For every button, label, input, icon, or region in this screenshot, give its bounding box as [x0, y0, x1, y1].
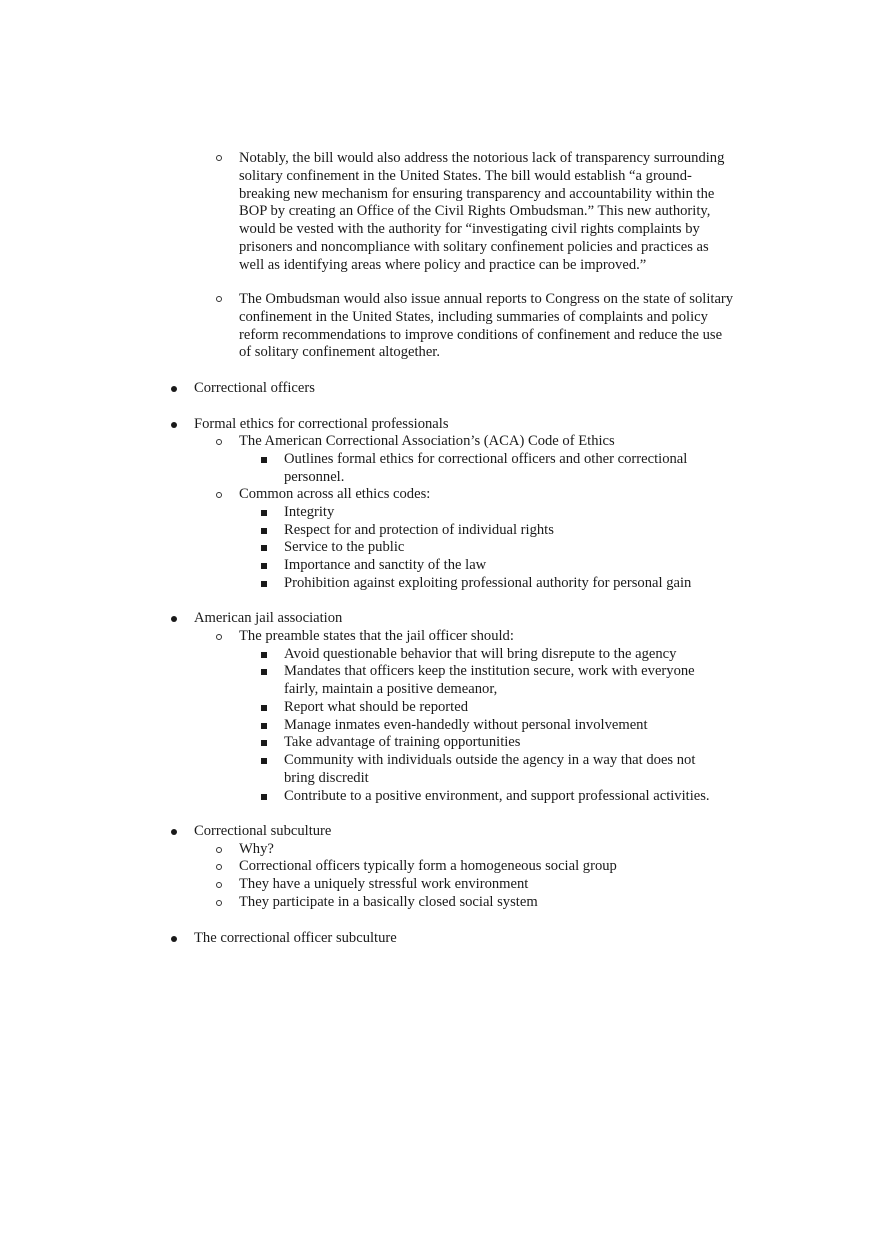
list-item-aca: The American Correctional Association’s (ACA) Code of Ethics: [239, 433, 615, 449]
list-item-respect: Respect for and protection of individual rights: [284, 522, 554, 538]
list-item-transparency: Notably, the bill would also address the notorious lack of transparency surrounding solitary confinement in the United States. The bill would establish “a ground-breaking new mechanism for ensuring transparency and accountability within the BOP by creating an Office of the Civil Rights Ombudsman.” This new authority, would be vested with the authority for “investigating civil rights complaints by prisoners and noncompliance with solitary confinement policies and practices as well as identifying areas where policy and practice can be improved.”: [239, 150, 725, 273]
heading-officer-subculture: The correctional officer subculture: [194, 930, 397, 946]
hollow-bullet-icon: [216, 634, 222, 640]
hollow-bullet-icon: [216, 296, 222, 302]
square-bullet-icon: [261, 740, 267, 746]
heading-jail-association: American jail association: [194, 610, 343, 626]
list-item-preamble: The preamble states that the jail officer should:: [239, 628, 514, 644]
square-bullet-icon: [261, 652, 267, 658]
list-item-stressful: They have a uniquely stressful work environment: [239, 876, 529, 892]
bullet-icon: [171, 829, 177, 835]
list-item-ombudsman: The Ombudsman would also issue annual reports to Congress on the state of solitary confinement in the United States, including summaries of complaints and policy reform recommendations to improve conditions of confinement and reduce the use of solitary confinement altogether.: [239, 291, 734, 361]
square-bullet-icon: [261, 794, 267, 800]
square-bullet-icon: [261, 669, 267, 675]
list-item-community: Community with individuals outside the agency in a way that does not bring discredit: [284, 752, 696, 786]
hollow-bullet-icon: [216, 882, 222, 888]
list-item-prohibition: Prohibition against exploiting professional authority for personal gain: [284, 575, 692, 591]
square-bullet-icon: [261, 457, 267, 463]
bullet-icon: [171, 936, 177, 942]
square-bullet-icon: [261, 510, 267, 516]
list-item-integrity: Integrity: [284, 504, 335, 520]
hollow-bullet-icon: [216, 492, 222, 498]
hollow-bullet-icon: [216, 900, 222, 906]
bullet-icon: [171, 386, 177, 392]
square-bullet-icon: [261, 528, 267, 534]
square-bullet-icon: [261, 758, 267, 764]
heading-correctional-officers: Correctional officers: [194, 380, 315, 396]
square-bullet-icon: [261, 705, 267, 711]
list-item-service: Service to the public: [284, 539, 405, 555]
hollow-bullet-icon: [216, 864, 222, 870]
square-bullet-icon: [261, 723, 267, 729]
list-item-homogeneous: Correctional officers typically form a homogeneous social group: [239, 858, 617, 874]
list-item-law: Importance and sanctity of the law: [284, 557, 487, 573]
list-item-contribute: Contribute to a positive environment, and support professional activities.: [284, 788, 710, 804]
square-bullet-icon: [261, 563, 267, 569]
hollow-bullet-icon: [216, 439, 222, 445]
list-item-training: Take advantage of training opportunities: [284, 734, 521, 750]
list-item-report: Report what should be reported: [284, 699, 468, 715]
list-item-why: Why?: [239, 841, 274, 857]
list-item-closed-system: They participate in a basically closed social system: [239, 894, 538, 910]
list-item-avoid: Avoid questionable behavior that will bring disrepute to the agency: [284, 646, 677, 662]
hollow-bullet-icon: [216, 847, 222, 853]
list-item-mandates: Mandates that officers keep the institution secure, work with everyone fairly, maintain a positive demeanor,: [284, 663, 695, 697]
bullet-icon: [171, 422, 177, 428]
square-bullet-icon: [261, 581, 267, 587]
list-item-manage: Manage inmates even-handedly without personal involvement: [284, 717, 648, 733]
heading-formal-ethics: Formal ethics for correctional professionals: [194, 416, 449, 432]
list-item-common: Common across all ethics codes:: [239, 486, 431, 502]
square-bullet-icon: [261, 545, 267, 551]
heading-correctional-subculture: Correctional subculture: [194, 823, 332, 839]
bullet-icon: [171, 616, 177, 622]
hollow-bullet-icon: [216, 155, 222, 161]
list-item-aca-detail: Outlines formal ethics for correctional officers and other correctional personnel.: [284, 451, 688, 485]
